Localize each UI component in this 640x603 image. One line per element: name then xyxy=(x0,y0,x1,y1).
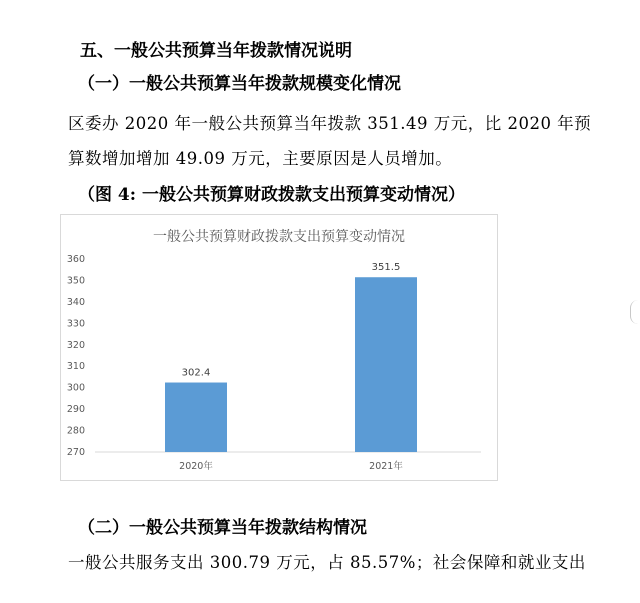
y-tick-label: 290 xyxy=(66,404,85,416)
section-title: 五、一般公共预算当年拨款情况说明 xyxy=(80,41,352,61)
data-label: 351.5 xyxy=(371,262,401,274)
y-tick-label: 350 xyxy=(66,275,85,287)
y-tick-label: 360 xyxy=(66,254,85,265)
y-tick-label: 270 xyxy=(66,447,85,458)
paragraph-1-line-1: 区委办 2020 年一般公共预算当年拨款 351.49 万元，比 2020 年预 xyxy=(68,114,592,133)
y-tick-label: 320 xyxy=(66,339,85,351)
y-tick-label: 300 xyxy=(66,382,85,394)
y-tick-label: 340 xyxy=(66,296,85,308)
data-label: 302.4 xyxy=(181,367,211,379)
bar-2021年 xyxy=(355,277,417,452)
page-edge-mark xyxy=(630,300,640,324)
y-tick-label: 330 xyxy=(66,318,85,330)
y-tick-label: 310 xyxy=(66,361,85,373)
subsection-title-2: （二）一般公共预算当年拨款结构情况 xyxy=(78,518,367,538)
chart-title: 一般公共预算财政拨款支出预算变动情况 xyxy=(153,229,405,245)
x-tick-label: 2021年 xyxy=(369,461,403,472)
bar-2020年 xyxy=(165,383,227,452)
subsection-title-1: （一）一般公共预算当年拨款规模变化情况 xyxy=(78,74,401,94)
paragraph-1-line-2: 算数增加增加 49.09 万元，主要原因是人员增加。 xyxy=(68,149,453,168)
figure-caption: （图 4: 一般公共预算财政拨款支出预算变动情况） xyxy=(78,185,465,205)
chart-canvas xyxy=(61,215,497,480)
y-tick-label: 280 xyxy=(66,425,85,437)
x-tick-label: 2020年 xyxy=(179,461,213,472)
bar-chart xyxy=(60,214,498,481)
paragraph-2-line-1: 一般公共服务支出 300.79 万元，占 85.57%；社会保障和就业支出 xyxy=(68,553,586,572)
